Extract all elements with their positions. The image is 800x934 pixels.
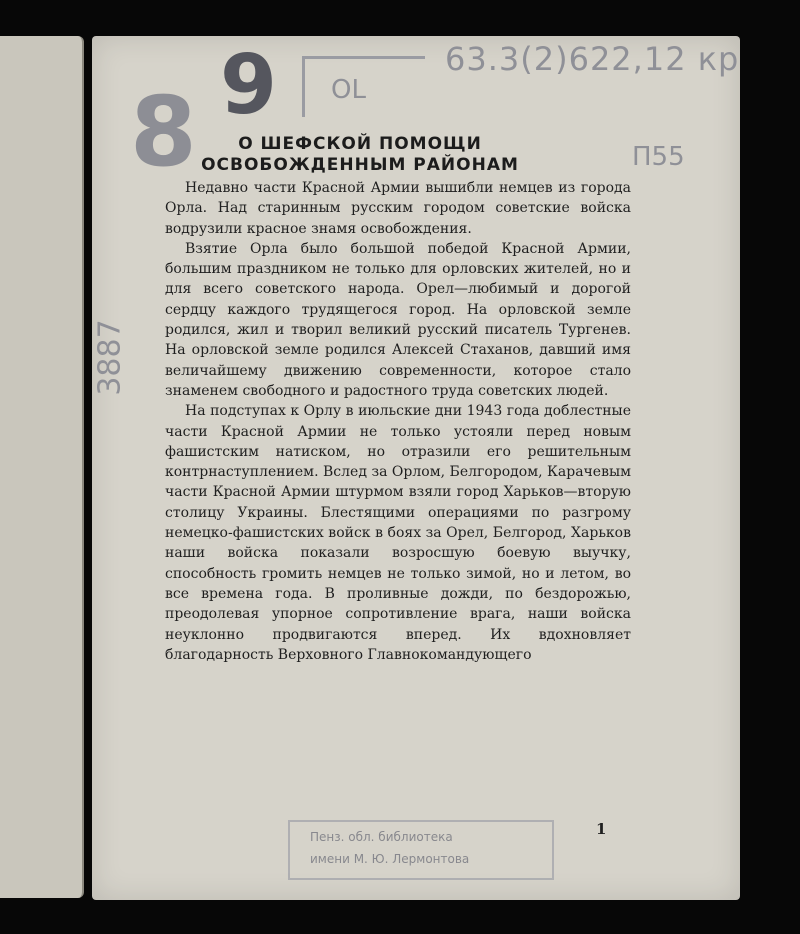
paragraph-2: Взятие Орла было большой победой Красной Армии, большим праздником не только для орловских жителей, но и для всего советского народа. Орел—любимый и дорогой сердцу каждого трудящегося город. На орловской земле родился, жил и творил великий русский писатель Тургенев. На орловской земле родился Алексей Стаханов, давший имя величайшему движению современности, которое стало знаменем свободного и радостного труда советских людей. — [165, 240, 631, 399]
side-code: П55 — [632, 142, 685, 172]
large-number: 8 — [130, 76, 197, 188]
catalog-code: 63.3(2)622,12 кр — [445, 40, 740, 78]
paragraph-1: Недавно части Красной Армии вышибли немцев из города Орла. Над старинным русским городом советские войска водрузили красное знамя освобождения. — [165, 180, 631, 237]
vertical-code: 3887 — [92, 319, 128, 396]
box-mark — [302, 56, 425, 117]
stamp-number: 9 — [220, 38, 278, 133]
paragraph-3: На подступах к Орлу в июльские дни 1943 года доблестные части Красной Армии не только устояли перед новым фашистским натиском, но отразили его решительным контрнаступлением. Вслед за Орлом, Белгородом, Карачевым части Красной Армии штурмом взяли город Харьков—вторую столицу Украины. Блестящими операциями по разгрому немецко-фашистских войск в боях за Орел, Белгород, Харьков наши войска показали возросшую боевую выучку, способность громить немцев не только зимой, но и летом, во все времена года. В проливные дожди, по бездорожью, преодолевая упорное сопротивление врага, наши войска неуклонно продвигаются вперед. Их вдохновляет благодарность Верховного Главнокомандующего — [165, 403, 631, 663]
article-body — [165, 178, 631, 665]
box-mark-text: OL — [331, 75, 366, 105]
title-line-2: ОСВОБОЖДЕННЫМ РАЙОНАМ — [201, 155, 519, 175]
library-stamp-line-1: Пенз. обл. библиотека — [310, 830, 453, 844]
title-line-1: О ШЕФСКОЙ ПОМОЩИ — [238, 134, 482, 154]
library-stamp-line-2: имени М. Ю. Лермонтова — [310, 852, 470, 866]
left-page — [0, 36, 84, 898]
library-stamp — [288, 820, 554, 880]
page-number: 1 — [596, 820, 607, 838]
